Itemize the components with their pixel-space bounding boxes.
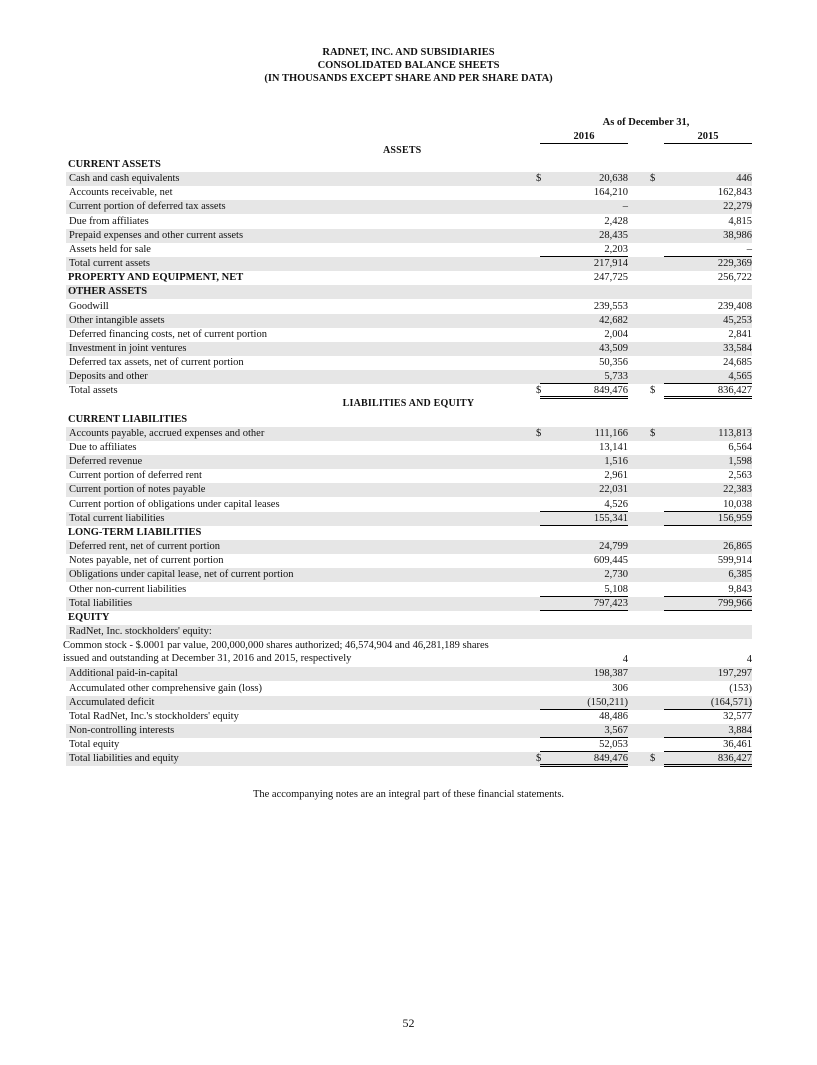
- value-2016: 24,799: [599, 541, 628, 553]
- row-label: Accumulated other comprehensive gain (loss): [69, 682, 263, 694]
- as-of-header: As of December 31,: [602, 117, 690, 128]
- row-label: Total current liabilities: [69, 512, 165, 524]
- row-label: PROPERTY AND EQUIPMENT, NET: [68, 272, 244, 284]
- dollar-sign: $: [650, 173, 656, 185]
- value-2015: 156,959: [717, 512, 752, 524]
- value-2015: (153): [729, 682, 752, 694]
- row-label: Total liabilities: [69, 597, 133, 609]
- value-2016: 4: [622, 654, 628, 666]
- page-number: 52: [402, 1016, 415, 1030]
- row-label: Common stock - $.0001 par value, 200,000,000 shares authorized; 46,574,904 and 46,281,189 shares issued and outstanding at December 31, 2016 and 2015, respectively: [63, 640, 489, 665]
- table-row: [66, 752, 752, 766]
- value-2016: –: [622, 201, 628, 213]
- table-row: [66, 300, 752, 314]
- table-row: [66, 710, 752, 724]
- value-2015: 9,843: [728, 583, 752, 595]
- value-2015: 446: [736, 173, 752, 185]
- row-label: Deferred tax assets, net of current portion: [69, 357, 244, 369]
- table-row: [66, 384, 752, 398]
- row-label: Non-controlling interests: [69, 725, 175, 736]
- value-2015: 836,427: [717, 753, 752, 765]
- row-label: Obligations under capital lease, net of current portion: [69, 569, 294, 581]
- row-label: Current portion of obligations under capital leases: [69, 498, 280, 510]
- row-label: Goodwill: [69, 300, 109, 312]
- value-2015: 33,584: [723, 342, 752, 354]
- liabilities-equity-section-heading: LIABILITIES AND EQUITY: [342, 397, 475, 409]
- row-label: Total equity: [69, 739, 120, 751]
- section-row: [66, 611, 752, 625]
- table-row: [63, 639, 752, 667]
- value-2015: 229,369: [717, 258, 752, 270]
- row-label: Assets held for sale: [69, 243, 151, 255]
- value-2016: 5,108: [604, 583, 628, 595]
- row-label: Total liabilities and equity: [69, 753, 179, 765]
- table-row: [66, 724, 752, 738]
- value-2015: 799,966: [717, 597, 752, 609]
- dollar-sign: $: [536, 385, 542, 397]
- value-2016: 849,476: [593, 385, 628, 397]
- company-title: RADNET, INC. AND SUBSIDIARIES: [322, 47, 495, 58]
- row-label: EQUITY: [68, 611, 110, 623]
- value-2016: 1,516: [604, 456, 628, 468]
- row-label: Current portion of deferred tax assets: [69, 201, 226, 213]
- value-2016: 797,423: [593, 597, 628, 609]
- table-row: [66, 356, 752, 370]
- table-row: [66, 229, 752, 243]
- row-label: Due to affiliates: [69, 442, 137, 453]
- table-row: [66, 455, 752, 469]
- value-2016: 28,435: [599, 229, 628, 241]
- value-2015: 4,565: [728, 371, 752, 383]
- value-2015: 36,461: [723, 739, 752, 751]
- section-row: [66, 158, 752, 172]
- value-2015: 256,722: [717, 272, 752, 284]
- value-2015: 24,685: [723, 357, 752, 369]
- row-label: LONG-TERM LIABILITIES: [68, 526, 202, 538]
- value-2015: –: [746, 243, 752, 255]
- statement-title: CONSOLIDATED BALANCE SHEETS: [317, 60, 500, 71]
- value-2015: 599,914: [717, 555, 752, 567]
- table-row: [66, 243, 752, 257]
- value-2015: 6,385: [728, 569, 752, 581]
- value-2016: 609,445: [593, 555, 628, 567]
- table-row: [66, 483, 752, 497]
- year-2015-header: 2015: [664, 131, 752, 144]
- row-label: Notes payable, net of current portion: [69, 555, 224, 567]
- row-label: Accumulated deficit: [69, 696, 155, 708]
- underline-rule: [664, 243, 752, 257]
- value-2016: 239,553: [593, 300, 628, 312]
- row-label: Total RadNet, Inc.'s stockholders' equity: [69, 710, 239, 722]
- table-row: [66, 583, 752, 597]
- value-2015: 3,884: [728, 725, 752, 736]
- value-2016: 306: [612, 682, 628, 694]
- table-row: [66, 498, 752, 512]
- value-2016: 247,725: [593, 272, 628, 284]
- value-2015: 22,279: [723, 201, 752, 213]
- table-row: [66, 314, 752, 328]
- value-2015: 38,986: [723, 229, 752, 241]
- row-label: Accounts payable, accrued expenses and other: [69, 427, 265, 439]
- row-label: Deferred revenue: [69, 456, 143, 468]
- table-row: [66, 667, 752, 681]
- dollar-sign: $: [650, 427, 656, 439]
- row-label: Cash and cash equivalents: [69, 173, 180, 185]
- table-row: [66, 342, 752, 356]
- value-2015: 45,253: [723, 314, 752, 326]
- value-2015: 162,843: [717, 187, 752, 199]
- value-2015: 2,563: [728, 470, 752, 482]
- table-row: [66, 172, 752, 186]
- table-row: [66, 625, 752, 639]
- dollar-sign: $: [650, 753, 656, 765]
- value-2015: 4,815: [728, 215, 752, 227]
- units-subtitle: (IN THOUSANDS EXCEPT SHARE AND PER SHARE DATA): [264, 73, 553, 84]
- table-row: [66, 469, 752, 483]
- value-2015: (164,571): [710, 696, 752, 708]
- table-row: [66, 370, 752, 384]
- value-2016: 43,509: [599, 342, 628, 354]
- table-row: [66, 568, 752, 582]
- table-row: [66, 186, 752, 200]
- row-label: Prepaid expenses and other current assets: [69, 229, 244, 241]
- value-2016: 198,387: [593, 668, 628, 680]
- value-2016: 849,476: [593, 753, 628, 765]
- row-label: CURRENT ASSETS: [68, 159, 161, 170]
- year-2016-header: 2016: [540, 131, 628, 144]
- value-2016: 42,682: [599, 314, 628, 326]
- section-row: [66, 271, 752, 285]
- row-label: Other intangible assets: [69, 314, 165, 326]
- value-2016: 50,356: [599, 357, 628, 369]
- row-label: Current portion of notes payable: [69, 484, 206, 496]
- row-label: Current portion of deferred rent: [69, 470, 202, 482]
- value-2016: 2,203: [604, 243, 628, 255]
- table-row: [66, 597, 752, 611]
- table-row: [66, 427, 752, 441]
- dollar-sign: $: [536, 427, 542, 439]
- value-2015: 26,865: [723, 541, 752, 553]
- value-2016: 20,638: [599, 173, 628, 185]
- row-label: Total current assets: [69, 258, 150, 270]
- row-label: CURRENT LIABILITIES: [68, 413, 188, 425]
- value-2016: 2,004: [604, 328, 628, 340]
- row-label: Additional paid-in-capital: [69, 668, 178, 680]
- row-label: OTHER ASSETS: [68, 286, 148, 298]
- value-2016: 4,526: [604, 498, 628, 510]
- value-2015: 836,427: [717, 385, 752, 397]
- value-2015: 32,577: [723, 710, 752, 722]
- footnote: The accompanying notes are an integral part of these financial statements.: [252, 789, 565, 800]
- value-2015: 4: [746, 654, 752, 666]
- value-2015: 10,038: [723, 498, 752, 510]
- section-row: [66, 285, 752, 299]
- value-2016: 217,914: [593, 258, 628, 270]
- table-row: [66, 200, 752, 214]
- value-2015: 2,841: [728, 328, 752, 340]
- value-2016: (150,211): [587, 696, 628, 708]
- value-2015: 239,408: [717, 300, 752, 312]
- table-row: [66, 328, 752, 342]
- row-label: Deferred rent, net of current portion: [69, 541, 221, 553]
- value-2016: 2,730: [604, 569, 628, 581]
- dollar-sign: $: [536, 753, 542, 765]
- section-row: [66, 526, 752, 540]
- value-2016: 2,961: [604, 470, 628, 482]
- value-2016: 2,428: [604, 215, 628, 227]
- value-2016: 22,031: [599, 484, 628, 496]
- value-2016: 111,166: [594, 427, 628, 439]
- value-2015: 1,598: [728, 456, 752, 468]
- value-2016: 155,341: [593, 512, 628, 524]
- table-row: [66, 696, 752, 710]
- row-label: RadNet, Inc. stockholders' equity:: [69, 625, 212, 637]
- value-2016: 48,486: [599, 710, 628, 722]
- table-row: [66, 441, 752, 455]
- value-2015: 197,297: [717, 668, 752, 680]
- value-2015: 22,383: [723, 484, 752, 496]
- table-row: [66, 682, 752, 696]
- table-row: [66, 215, 752, 229]
- row-label: Other non-current liabilities: [69, 583, 187, 595]
- value-2016: 5,733: [604, 371, 628, 383]
- row-label: Deposits and other: [69, 371, 148, 383]
- row-label: Due from affiliates: [69, 215, 149, 227]
- value-2016: 13,141: [599, 442, 628, 453]
- dollar-sign: $: [650, 385, 656, 397]
- value-2015: 113,813: [718, 427, 752, 439]
- table-row: [66, 257, 752, 271]
- row-label: Investment in joint ventures: [69, 342, 187, 354]
- value-2016: 52,053: [599, 739, 628, 751]
- row-label: Accounts receivable, net: [69, 187, 173, 199]
- value-2016: 164,210: [593, 187, 628, 199]
- value-2015: 6,564: [728, 442, 752, 453]
- table-row: [66, 540, 752, 554]
- row-label: Total assets: [69, 385, 118, 397]
- dollar-sign: $: [536, 173, 542, 185]
- row-label: Deferred financing costs, net of current portion: [69, 328, 267, 340]
- table-row: [66, 512, 752, 526]
- section-row: [66, 413, 752, 427]
- table-row: [66, 554, 752, 568]
- table-row: [66, 738, 752, 752]
- value-2016: 3,567: [604, 725, 628, 736]
